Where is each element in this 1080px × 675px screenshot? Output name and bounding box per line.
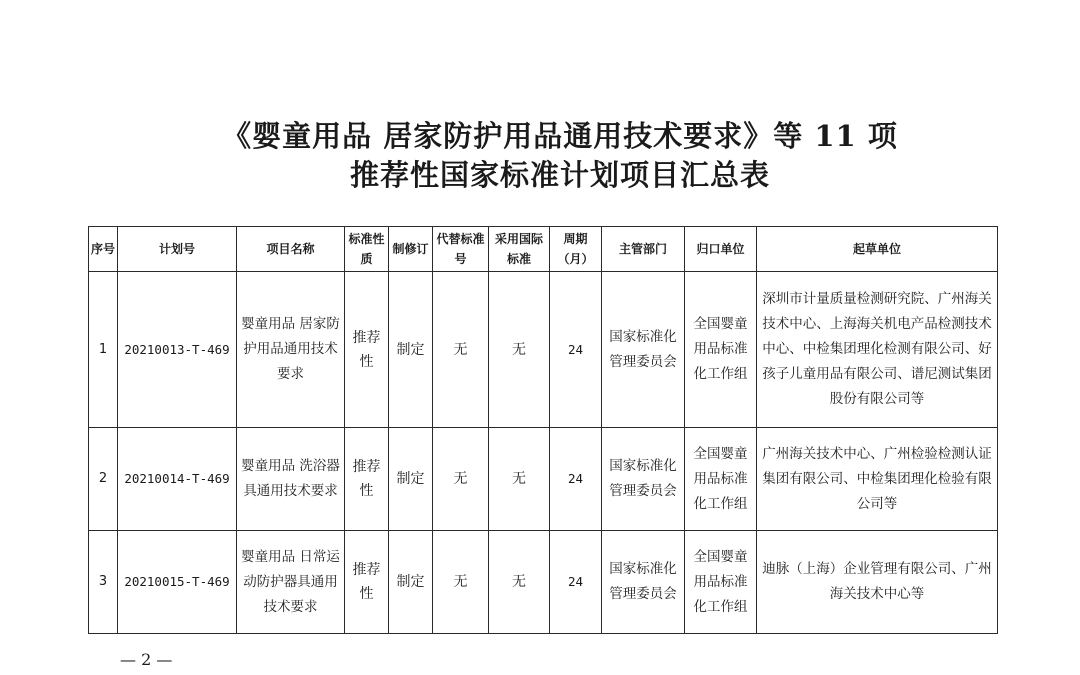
cell-intl-standard: 无	[489, 428, 550, 531]
cell-replaces: 无	[433, 272, 489, 428]
cell-plan-no: 20210013-T-469	[118, 272, 237, 428]
cell-revision: 制定	[389, 272, 433, 428]
cell-project-name: 婴童用品 日常运动防护器具通用技术要求	[237, 531, 345, 634]
document-title-line2: 推荐性国家标准计划项目汇总表	[349, 158, 770, 192]
header-department: 主管部门	[602, 227, 685, 272]
cell-seq: 1	[89, 272, 118, 428]
cell-nature: 推荐性	[345, 428, 389, 531]
cell-plan-no: 20210014-T-469	[118, 428, 237, 531]
header-intl-standard: 采用国际标准	[489, 227, 550, 272]
cell-intl-standard: 无	[489, 531, 550, 634]
table-row	[89, 531, 998, 634]
cell-department: 国家标准化管理委员会	[602, 531, 685, 634]
cell-replaces: 无	[433, 428, 489, 531]
header-unit: 归口单位	[685, 227, 757, 272]
header-seq: 序号	[89, 227, 118, 272]
cell-cycle: 24	[550, 428, 602, 531]
header-nature: 标准性质	[345, 227, 389, 272]
cell-nature: 推荐性	[345, 272, 389, 428]
table-row	[89, 272, 998, 428]
header-revision: 制修订	[389, 227, 433, 272]
cell-department: 国家标准化管理委员会	[602, 272, 685, 428]
header-cycle: 周期（月）	[550, 227, 602, 272]
cell-project-name: 婴童用品 洗浴器具通用技术要求	[237, 428, 345, 531]
header-drafters: 起草单位	[757, 227, 998, 272]
cell-unit: 全国婴童用品标准化工作组	[685, 272, 757, 428]
cell-drafters: 深圳市计量质量检测研究院、广州海关技术中心、上海海关机电产品检测技术中心、中检集团理化检测有限公司、好孩子儿童用品有限公司、谱尼测试集团股份有限公司等	[757, 272, 998, 428]
table-row	[89, 428, 998, 531]
cell-cycle: 24	[550, 531, 602, 634]
cell-revision: 制定	[389, 531, 433, 634]
document-title-line1: 《婴童用品 居家防护用品通用技术要求》等 11 项	[222, 119, 898, 153]
cell-seq: 3	[89, 531, 118, 634]
cell-intl-standard: 无	[489, 272, 550, 428]
cell-seq: 2	[89, 428, 118, 531]
header-replaces: 代替标准号	[433, 227, 489, 272]
cell-drafters: 广州海关技术中心、广州检验检测认证集团有限公司、中检集团理化检验有限公司等	[757, 428, 998, 531]
cell-revision: 制定	[389, 428, 433, 531]
cell-drafters: 迪脉（上海）企业管理有限公司、广州海关技术中心等	[757, 531, 998, 634]
cell-plan-no: 20210015-T-469	[118, 531, 237, 634]
cell-project-name: 婴童用品 居家防护用品通用技术要求	[237, 272, 345, 428]
cell-replaces: 无	[433, 531, 489, 634]
cell-cycle: 24	[550, 272, 602, 428]
cell-unit: 全国婴童用品标准化工作组	[685, 531, 757, 634]
standards-plan-table	[88, 226, 998, 634]
cell-department: 国家标准化管理委员会	[602, 428, 685, 531]
header-project-name: 项目名称	[237, 227, 345, 272]
table-header-row	[89, 227, 998, 272]
cell-nature: 推荐性	[345, 531, 389, 634]
header-plan-no: 计划号	[118, 227, 237, 272]
cell-unit: 全国婴童用品标准化工作组	[685, 428, 757, 531]
page-number: — 2 —	[120, 650, 173, 669]
